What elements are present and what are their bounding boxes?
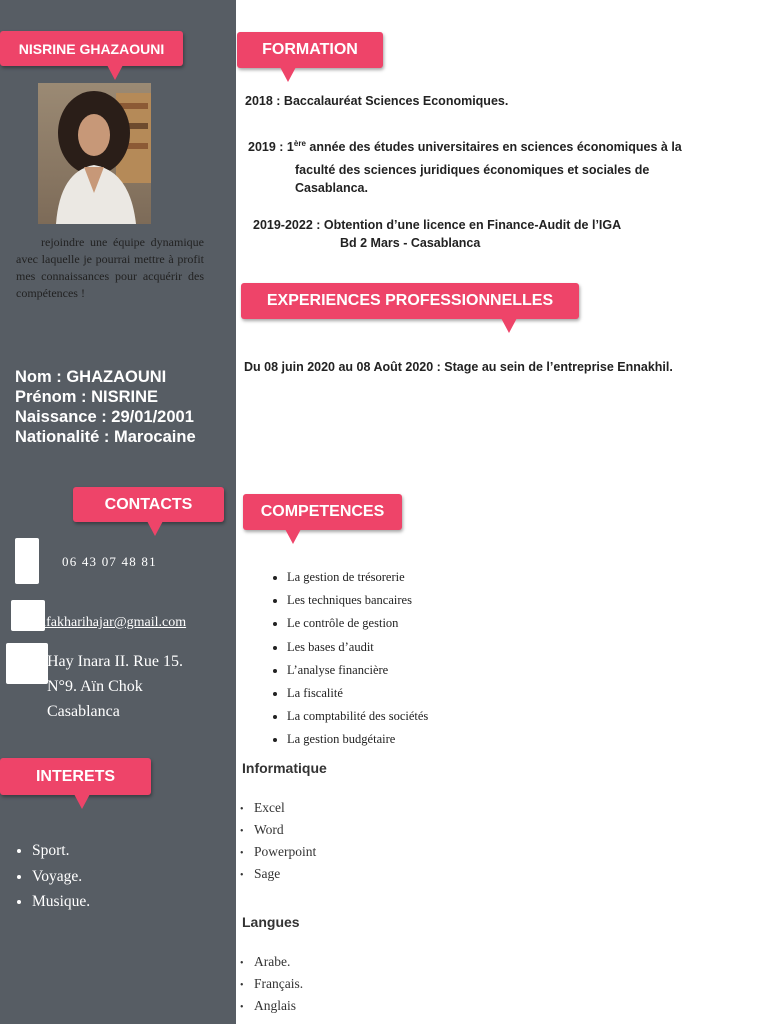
objective-text: rejoindre une équipe dynamique avec laquelle je pourrai mettre à profit mes connaissances pour acquérir des compétences ! [16,235,204,300]
interets-tag [0,758,151,795]
langue-item: • Français. [254,973,303,995]
identity-nationalite: Nationalité : Marocaine [15,428,196,446]
langue-item: • Arabe. [254,951,303,973]
identity-prenom: Prénom : NISRINE [15,388,159,406]
location-icon [6,643,48,684]
skills-list [264,566,428,752]
skill-item: • La fiscalité [287,682,428,705]
interets-list [14,838,90,915]
address-line-3: Casablanca [47,703,120,720]
informatique-item: • Sage [254,863,316,885]
interet-item: • Musique. [32,889,90,915]
informatique-heading: Informatique [242,760,327,776]
langues-heading: Langues [242,914,300,930]
address [47,649,183,724]
skill-item: • Le contrôle de gestion [287,612,428,635]
formation-tag [237,32,383,68]
contacts-tag [73,487,224,522]
experience-item: Du 08 juin 2020 au 08 Août 2020 : Stage au sein de l’entreprise Ennakhil. [244,360,673,374]
formation-item-2019-line1 [248,139,682,154]
address-line-2: N°9. Aïn Chok [47,678,143,695]
skill-item: • La gestion de trésorerie [287,566,428,589]
informatique-list [240,797,316,885]
competences-tag [243,494,402,530]
interet-item: • Sport. [32,838,90,864]
informatique-item: • Word [254,819,316,841]
address-line-1: Hay Inara II. Rue 15. [47,653,183,670]
formation-item-2018: 2018 : Baccalauréat Sciences Economiques. [245,94,509,108]
interet-item: • Voyage. [32,864,90,890]
informatique-item: • Excel [254,797,316,819]
formation-item-2022-line2: Bd 2 Mars - Casablanca [340,236,481,250]
informatique-item: • Powerpoint [254,841,316,863]
formation-item-2019-sup: ère [293,139,306,148]
formation-item-2019-year: 2019 : 1 [248,140,294,155]
identity-block [15,367,196,447]
competences-title: COMPETENCES [260,503,385,520]
skill-item: • Les techniques bancaires [287,589,428,612]
contacts-title: CONTACTS [104,495,193,513]
interets-title: INTERETS [35,767,116,785]
name-tag [0,31,183,66]
identity-nom: Nom : GHAZAOUNI [15,368,167,386]
identity-naissance: Naissance : 29/01/2001 [15,408,194,426]
formation-item-2019-text: année des études universitaires en sciences économiques à la [305,140,682,155]
skill-item: • La comptabilité des sociétés [287,705,428,728]
email-link[interactable]: elfakharihajar@gmail.com [36,615,187,630]
formation-title: FORMATION [262,41,358,58]
sidebar [0,0,236,1024]
skill-item: • Les bases d’audit [287,636,428,659]
formation-item-2019-line2: faculté des sciences juridiques économiques et sociales de [295,163,650,177]
profile-photo-image [38,83,151,224]
experiences-title: EXPERIENCES PROFESSIONNELLES [266,292,554,309]
profile-photo [38,83,151,224]
formation-item-2022-line1: 2019-2022 : Obtention d’une licence en Finance-Audit de l’IGA [253,218,622,232]
langue-item: • Anglais [254,995,303,1017]
formation-item-2019-line3: Casablanca. [295,181,368,195]
phone-icon [15,538,39,584]
candidate-name: NISRINE GHAZAOUNI [18,40,165,57]
phone-number[interactable]: 06 43 07 48 81 [62,554,157,569]
langues-list [240,951,303,1017]
experiences-tag [241,283,579,319]
skill-item: • L’analyse financière [287,659,428,682]
skill-item: • La gestion budgétaire [287,728,428,751]
